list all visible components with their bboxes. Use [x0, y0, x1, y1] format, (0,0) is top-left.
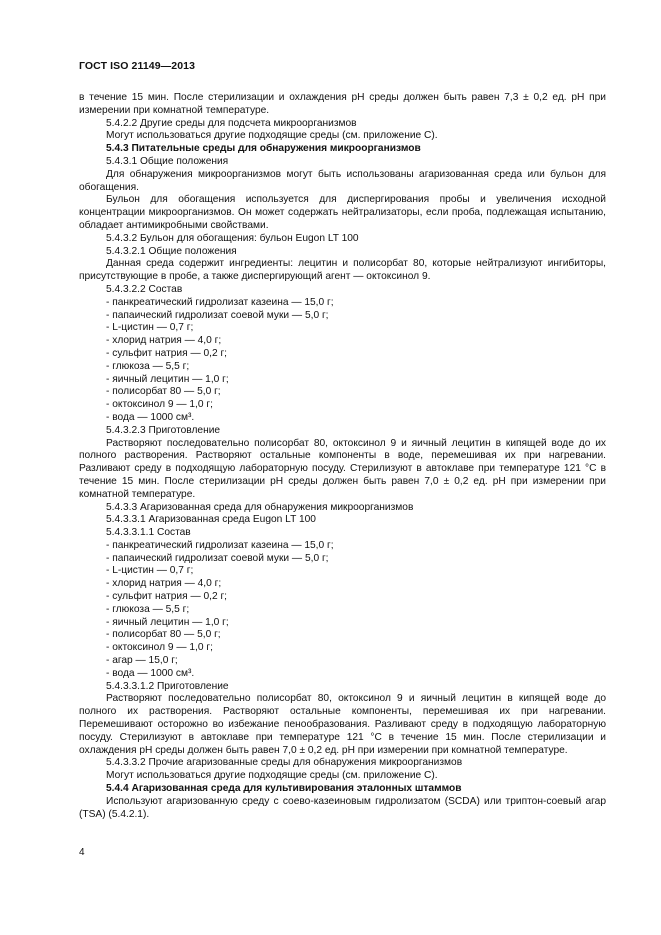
paragraph: 5.4.3.1 Общие положения — [106, 155, 229, 167]
paragraph: 5.4.3.2 Бульон для обогащения: бульон Eugon LT 100 — [106, 232, 359, 244]
paragraph: 5.4.3.3.1 Агаризованная среда Eugon LT 100 — [106, 514, 316, 526]
paragraph: 5.4.3.2.2 Состав — [106, 283, 183, 295]
paragraph: 5.4.3.3.1.1 Состав — [106, 527, 191, 539]
list-item: - полисорбат 80 — 5,0 г; — [106, 386, 221, 398]
paragraph: 5.4.2.2 Другие среды для подсчета микроорганизмов — [106, 117, 357, 129]
list-item: - яичный лецитин — 1,0 г; — [106, 373, 229, 385]
paragraph: 5.4.3.3.1.2 Приготовление — [106, 680, 229, 692]
list-item: - сульфит натрия — 0,2 г; — [106, 347, 228, 359]
paragraph: Могут использоваться другие подходящие среды (см. приложение С). — [106, 130, 438, 142]
list-item: - панкреатический гидролизат казеина — 15,0 г; — [106, 539, 334, 551]
list-item: - сульфит натрия — 0,2 г; — [106, 591, 228, 603]
list-item: - L-цистин — 0,7 г; — [106, 322, 194, 334]
list-item: - октоксинол 9 — 1,0 г; — [106, 642, 213, 654]
list-item: - глюкоза — 5,5 г; — [106, 603, 190, 615]
list-item: - вода — 1000 см³. — [106, 667, 195, 679]
list-item: - глюкоза — 5,5 г; — [106, 360, 190, 372]
list-item: - папаический гидролизат соевой муки — 5,0 г; — [106, 309, 329, 321]
paragraph: 5.4.3.2.3 Приготовление — [106, 424, 221, 436]
paragraph: 5.4.3.3.2 Прочие агаризованные среды для обнаружения микроорганизмов — [106, 757, 463, 769]
list-item: - L-цистин — 0,7 г; — [106, 565, 194, 577]
paragraph: Растворяют последовательно полисорбат 80, октоксинол 9 и яичный лецитин в кипящей воде до их полного растворения. Растворяют остальные компоненты в воде, перемешивая их при нагревании. Разливают среду в подходящую лабораторную посуду. Стерилизуют в автоклаве при температуре 121 °С в течение 15 мин. После стерилизации pH среды должен быть равен 7,0 ± 0,2 ед. pH при измерении при комнатной температуре. — [79, 437, 606, 500]
document-body — [79, 92, 606, 821]
list-item: - яичный лецитин — 1,0 г; — [106, 616, 229, 628]
list-item: - хлорид натрия — 4,0 г; — [106, 578, 222, 590]
list-item: - агар — 15,0 г; — [106, 655, 178, 667]
list-item: - октоксинол 9 — 1,0 г; — [106, 399, 213, 411]
list-item: - панкреатический гидролизат казеина — 15,0 г; — [106, 296, 334, 308]
list-item: - вода — 1000 см³. — [106, 411, 195, 423]
page-number: 4 — [79, 847, 85, 858]
paragraph: 5.4.3.3 Агаризованная среда для обнаружения микроорганизмов — [106, 501, 414, 513]
section-heading: 5.4.4 Агаризованная среда для культивирования эталонных штаммов — [106, 783, 462, 795]
paragraph: Для обнаружения микроорганизмов могут быть использованы агаризованная среда или бульон для обогащения. — [79, 168, 606, 193]
section-heading: 5.4.3 Питательные среды для обнаружения микроорганизмов — [106, 143, 421, 155]
list-item: - полисорбат 80 — 5,0 г; — [106, 629, 221, 641]
paragraph: Бульон для обогащения используется для диспергирования пробы и увеличения исходной концентрации микроорганизмов. Он может содержать нейтрализаторы, если проба, подлежащая испытанию, обладает антимикробными свойствами. — [79, 194, 606, 231]
paragraph: Данная среда содержит ингредиенты: лецитин и полисорбат 80, которые нейтрализуют ингибиторы, присутствующие в пробе, а также диспергирующий агент — октоксинол 9. — [79, 258, 606, 283]
list-item: - хлорид натрия — 4,0 г; — [106, 335, 222, 347]
document-header: ГОСТ ISO 21149—2013 — [79, 60, 196, 72]
list-item: - папаический гидролизат соевой муки — 5,0 г; — [106, 552, 329, 564]
paragraph: Растворяют последовательно полисорбат 80, октоксинол 9 и яичный лецитин в кипящей воде до полного их растворения. Растворяют остальные компоненты, перемешивая их при нагревании. Перемешивают осторожно во избежание пенообразования. Разливают среду в подходящую лабораторную посуду. Стерилизуют в автоклаве при температуре 121 °С в течение 15 мин. После стерилизации и охлаждения pH среды должен быть равен 7,0 ± 0,2 ед. pH при измерении при комнатной температуре. — [79, 693, 606, 756]
paragraph: 5.4.3.2.1 Общие положения — [106, 245, 237, 257]
paragraph: в течение 15 мин. После стерилизации и охлаждения pH среды должен быть равен 7,3 ± 0,2 ед. pH при измерении при комнатной температуре. — [79, 92, 606, 116]
paragraph: Используют агаризованную среду с соево-казеиновым гидролизатом (SCDA) или триптон-соевый агар (TSA) (5.4.2.1). — [79, 795, 606, 820]
paragraph: Могут использоваться другие подходящие среды (см. приложение С). — [106, 770, 438, 782]
